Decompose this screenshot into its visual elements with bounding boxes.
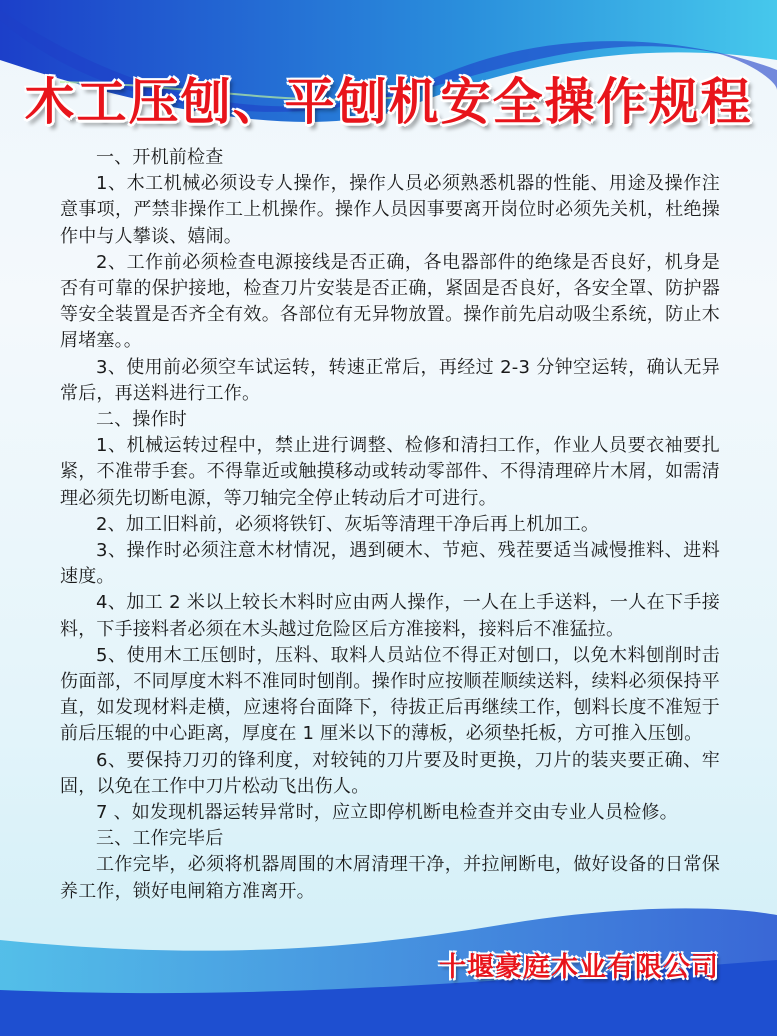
rule-item: 1、机械运转过程中，禁止进行调整、检修和清扫工作，作业人员要衣袖要扎紧，不准带手套。不得靠近或触摸移动或转动零部件、不得清理碎片木屑，如需清理必须先切断电源，等刀轴完全停止转动后才可进行。	[60, 435, 720, 509]
rule-item: 3、使用前必须空车试运转，转速正常后，再经过 2-3 分钟空运转，确认无异常后，再送料进行工作。	[60, 356, 720, 404]
rule-item: 2、工作前必须检查电源接线是否正确，各电器部件的绝缘是否良好，机身是否有可靠的保护接地，检查刀片安装是否正确，紧固是否良好，各安全罩、防护器等安全装置是否齐全有效。各部位有无异物放置。操作前先启动吸尘系统，防止木屑堵塞。。	[60, 251, 720, 352]
rule-item: 工作完毕，必须将机器周围的木屑清理干净，并拉闸断电，做好设备的日常保养工作，锁好电闸箱方准离开。	[60, 854, 720, 902]
rule-item: 4、加工 2 米以上较长木料时应由两人操作，一人在上手送料，一人在下手接料，下手接料者必须在木头越过危险区后方准接料，接料后不准猛拉。	[60, 592, 720, 640]
rule-item: 3、操作时必须注意木材情况，遇到硬木、节疤、残茬要适当减慢推料、进料速度。	[60, 540, 720, 588]
section-heading: 三、工作完毕后	[96, 828, 224, 850]
rule-item: 5、使用木工压刨时，压料、取料人员站位不得正对刨口，以免木料刨削时击伤面部，不同厚度木料不准同时刨削。操作时应按顺茬顺续送料，续料必须保持平直，如发现材料走横，应速将台面降下，待拔正后再继续工作，刨料长度不准短于前后压辊的中心距离，厚度在 1 厘米以下的薄板，必须垫托板，方可推入压刨。	[60, 644, 720, 745]
page-title: 木工压刨、平刨机安全操作规程	[24, 73, 753, 131]
regulation-body	[60, 145, 720, 905]
rule-item: 1、木工机械必须设专人操作，操作人员必须熟悉机器的性能、用途及操作注意事项，严禁非操作工上机操作。操作人员因事要离开岗位时必须先关机，杜绝操作中与人攀谈、嬉闹。	[60, 173, 720, 247]
section-heading: 一、开机前检查	[96, 147, 224, 168]
section-heading: 二、操作时	[96, 409, 187, 431]
rule-item: 6、要保持刀刃的锋利度，对较钝的刀片要及时更换，刀片的装夹要正确、牢固，以免在工作中刀片松动飞出伤人。	[60, 749, 720, 797]
rule-item: 2、加工旧料前，必须将铁钉、灰垢等清理干净后再上机加工。	[96, 513, 600, 535]
company-name: 十堰豪庭木业有限公司	[439, 952, 719, 983]
rule-item: 7 、如发现机器运转异常时，应立即停机断电检查并交由专业人员检修。	[96, 802, 678, 824]
